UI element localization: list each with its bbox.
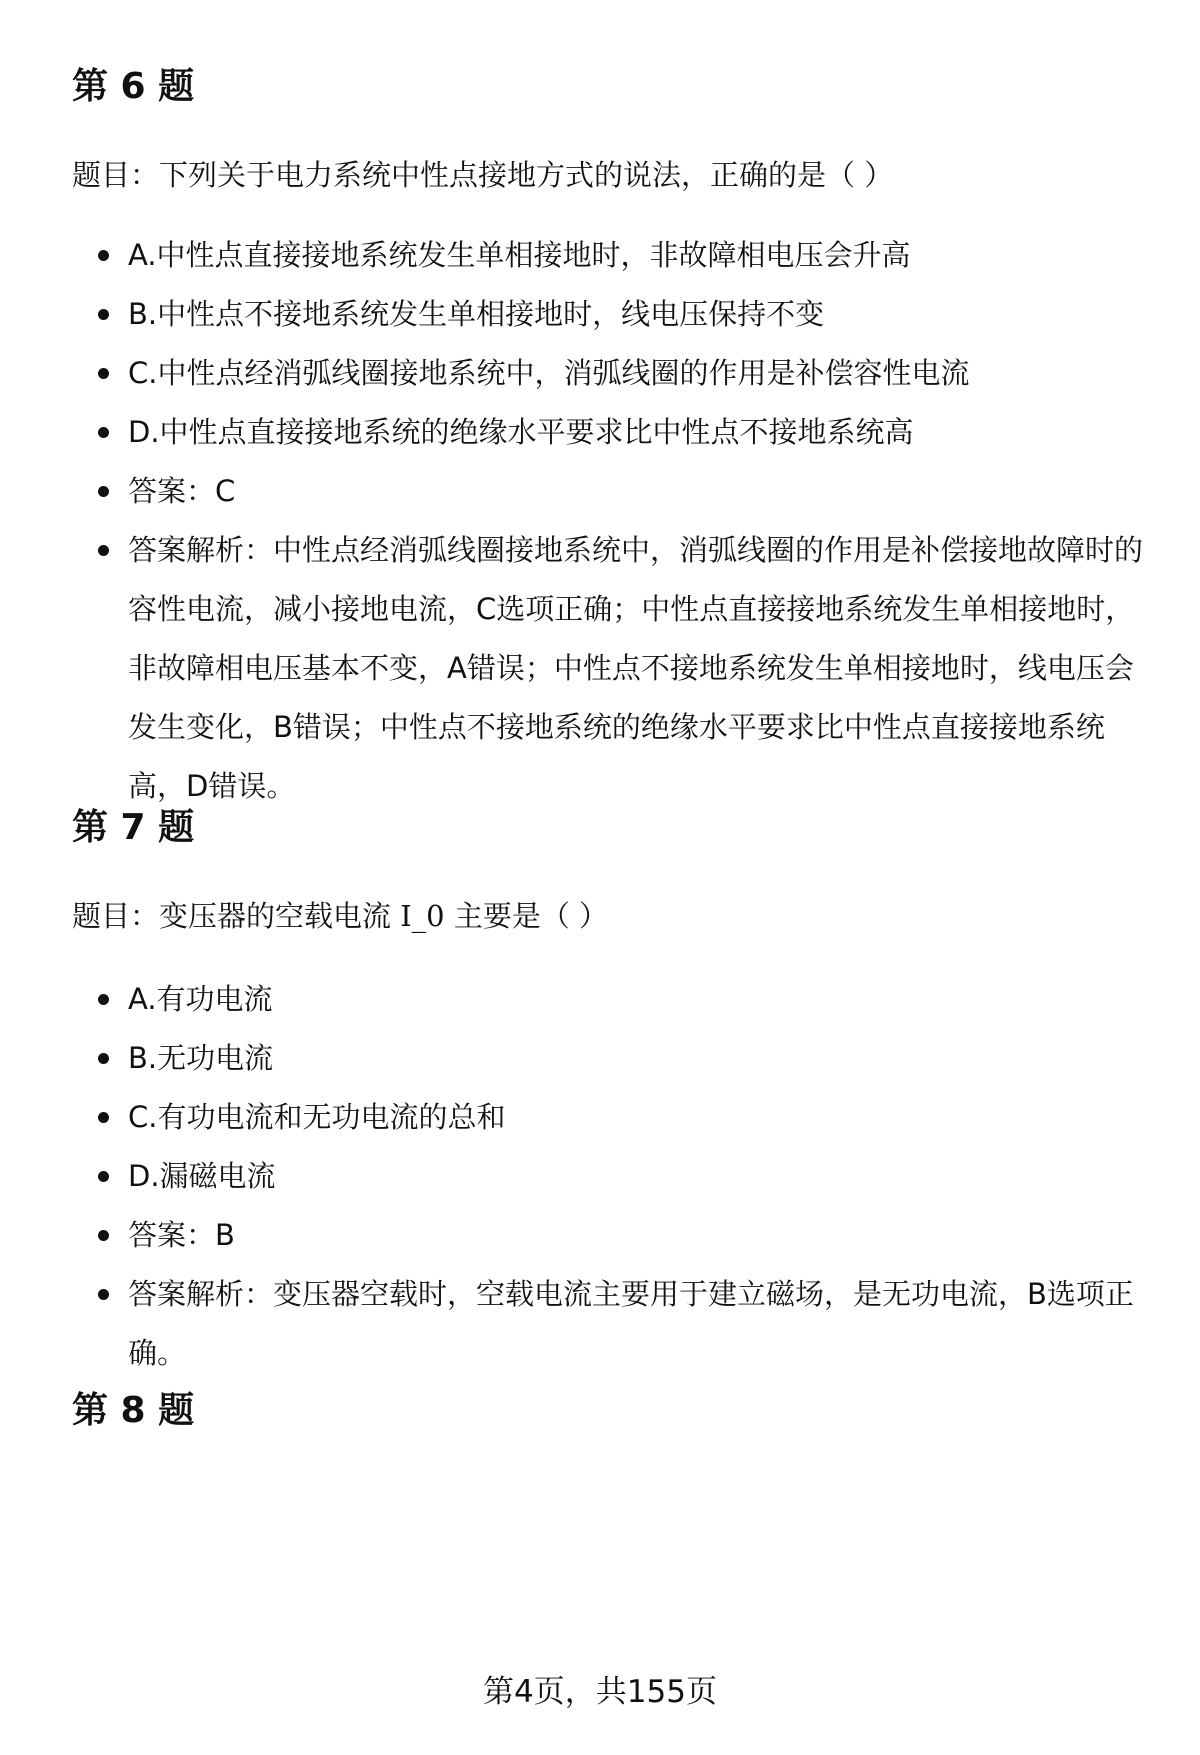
option-b: B.中性点不接地系统发生单相接地时，线电压保持不变 [72, 285, 1152, 344]
option-a: A.中性点直接接地系统发生单相接地时，非故障相电压会升高 [72, 226, 1152, 285]
option-c: C.有功电流和无功电流的总和 [72, 1088, 1152, 1147]
question-6-options [72, 226, 1152, 816]
option-d: D.中性点直接接地系统的绝缘水平要求比中性点不接地系统高 [72, 403, 1152, 462]
question-8-heading: 第 8 题 [72, 1390, 195, 1431]
page-footer [0, 1672, 1200, 1712]
question-7-options [72, 970, 1152, 1383]
math-expression: I_0 [400, 899, 445, 933]
option-c: C.中性点经消弧线圈接地系统中，消弧线圈的作用是补偿容性电流 [72, 344, 1152, 403]
question-6-heading: 第 6 题 [72, 66, 195, 107]
answer-analysis: 答案解析：中性点经消弧线圈接地系统中，消弧线圈的作用是补偿接地故障时的容性电流，减小接地电流，C选项正确；中性点直接接地系统发生单相接地时，非故障相电压基本不变，A错误；中性点不接地系统发生单相接地时，线电压会发生变化，B错误；中性点不接地系统的绝缘水平要求比中性点直接接地系统高，D错误。 [72, 521, 1152, 816]
answer-analysis: 答案解析：变压器空载时，空载电流主要用于建立磁场，是无功电流，B选项正确。 [72, 1265, 1152, 1383]
page-number: 第4页，共155页 [483, 1674, 717, 1710]
question-7-stem-text: 题目：变压器的空载电流 [72, 899, 401, 933]
question-7-heading: 第 7 题 [72, 807, 195, 848]
answer: 答案：B [72, 1206, 1152, 1265]
option-d: D.漏磁电流 [72, 1147, 1152, 1206]
answer: 答案：C [72, 462, 1152, 521]
question-7-stem-tail: 主要是（ ） [444, 899, 609, 933]
option-b: B.无功电流 [72, 1029, 1152, 1088]
question-7-stem [72, 896, 608, 936]
option-a: A.有功电流 [72, 970, 1152, 1029]
question-6-stem: 题目：下列关于电力系统中性点接地方式的说法，正确的是（ ） [72, 158, 894, 192]
